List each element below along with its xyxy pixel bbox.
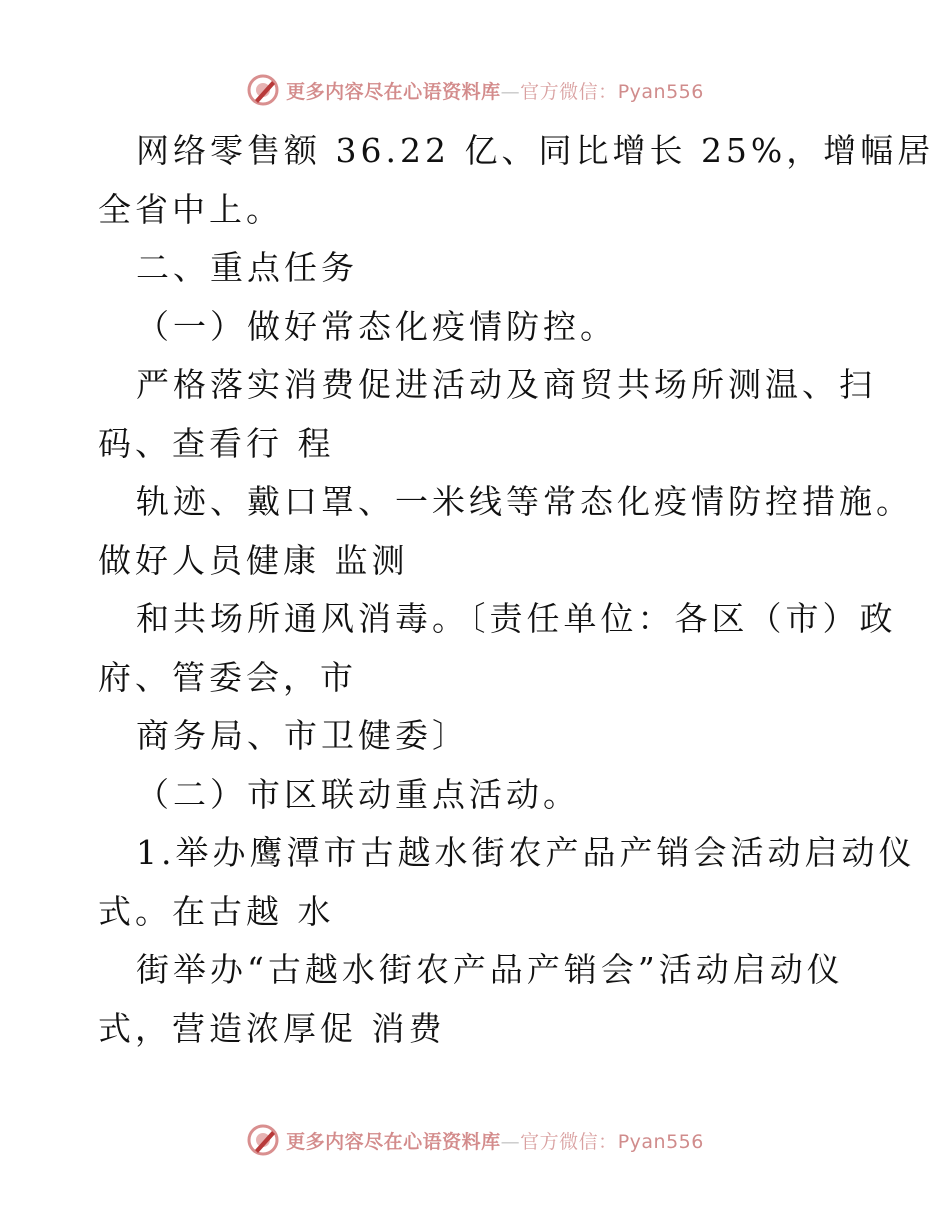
watermark-footer xyxy=(0,1120,950,1160)
text-line: 式，营造浓厚促 消费 xyxy=(98,1008,446,1048)
text-line: 1.举办鹰潭市古越水街农产品产销会活动启动仪 xyxy=(136,833,916,872)
document-body xyxy=(98,122,935,1058)
watermark-brand: 更多内容尽在心语资料库 xyxy=(286,80,501,103)
text-line: 商务局、市卫健委〕 xyxy=(136,716,469,755)
watermark-contact: 官方微信： xyxy=(520,80,618,103)
section-heading: 二、重点任务 xyxy=(136,248,358,287)
text-line: 府、管委会，市 xyxy=(98,657,357,697)
watermark-brand: 更多内容尽在心语资料库 xyxy=(286,1130,501,1153)
watermark-separator: — xyxy=(500,80,521,103)
text-line: 街举办“古越水街农产品产销会”活动启动仪 xyxy=(136,950,844,989)
watermark-text xyxy=(286,77,704,104)
brand-logo-icon xyxy=(246,73,280,107)
watermark-handle: Pyan556 xyxy=(617,1130,704,1153)
text-line: 做好人员健康 监测 xyxy=(98,540,409,580)
watermark-handle: Pyan556 xyxy=(617,80,704,103)
subsection-heading: （二）市区联动重点活动。 xyxy=(136,774,580,814)
text-line: 轨迹、戴口罩、一米线等常态化疫情防控措施。 xyxy=(136,482,913,521)
watermark-contact: 官方微信： xyxy=(520,1130,618,1153)
text-line: 码、查看行 程 xyxy=(98,423,335,463)
text-line: 式。在古越 水 xyxy=(98,891,335,931)
watermark-text xyxy=(286,1127,704,1154)
text-line: 网络零售额 36.22 亿、同比增长 25%，增幅居 xyxy=(136,131,935,170)
text-line: 严格落实消费促进活动及商贸共场所测温、扫 xyxy=(136,365,876,404)
watermark-header xyxy=(0,70,950,110)
brand-logo-icon xyxy=(246,1123,280,1157)
watermark-separator: — xyxy=(500,1130,521,1153)
text-line: 和共场所通风消毒。〔责任单位：各区（市）政 xyxy=(136,599,897,638)
subsection-heading: （一）做好常态化疫情防控。 xyxy=(136,306,617,346)
text-line: 全省中上。 xyxy=(98,189,283,229)
